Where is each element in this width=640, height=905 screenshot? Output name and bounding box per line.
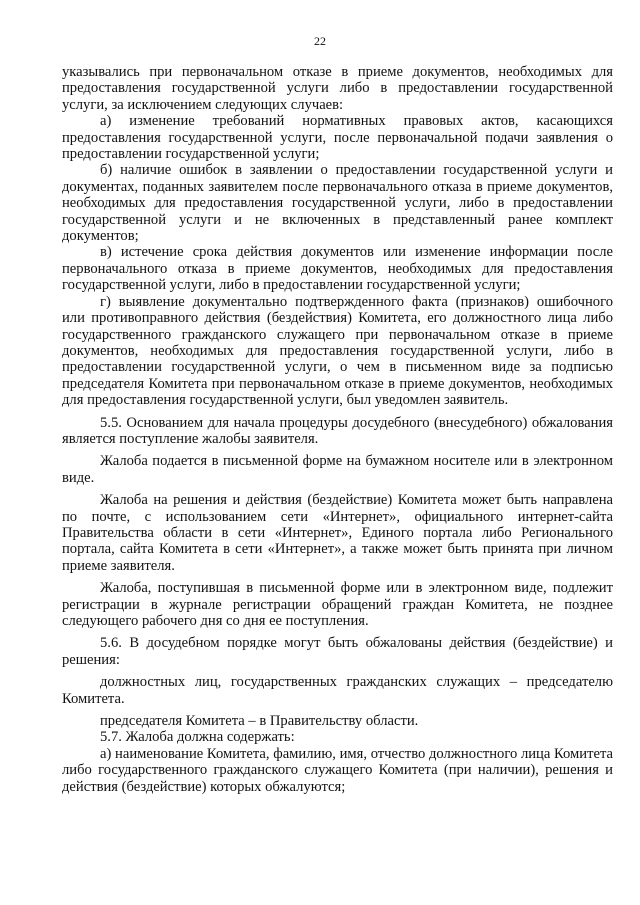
paragraph-item-a-2: а) наименование Комитета, фамилию, имя, отчество должностного лица Комитета либо государственного гражданского служащего Комитета (при наличии), решения и действия (бездействие) которых обжалуются; — [62, 745, 613, 795]
paragraph-item-v: в) истечение срока действия документов или изменение информации после первоначального отказа в приеме документов, необходимых для предоставления государственной услуги, либо в предоставлении государственной услуги; — [62, 244, 613, 294]
paragraph-item-a: а) изменение требований нормативных правовых актов, касающихся предоставления государственной услуги, после первоначальной подачи заявления о предоставлении государственной услуги; — [62, 113, 613, 163]
paragraph-section-5-5: 5.5. Основанием для начала процедуры досудебного (внесудебного) обжалования является поступление жалобы заявителя. — [62, 414, 613, 447]
paragraph-item-g: г) выявление документально подтвержденного факта (признаков) ошибочного или противоправного действия (бездействия) Комитета, его должностного лица либо государственного гражданского служащего при первоначальном отказе в приеме документов, необходимых для предоставления государственной услуги, либо в предоставлении государственной услуги, о чем в письменном виде за подписью председателя Комитета при первоначальном отказе в приеме документов, необходимых для предоставления государственной услуги, был уведомлен заявитель. — [62, 293, 613, 409]
paragraph-item-b: б) наличие ошибок в заявлении о предоставлении государственной услуги и документах, поданных заявителем после первоначального отказа в приеме документов, необходимых для предоставления государственной услуги, либо в предоставлении государственной услуги и не включенных в представленный ранее комплект документов; — [62, 162, 613, 245]
paragraph-complaint-channels: Жалоба на решения и действия (бездействие) Комитета может быть направлена по почте, с использованием сети «Интернет», официального интернет-сайта Правительства области в сети «Интернет», Единого портала либо Регионального портала, сайта Комитета в сети «Интернет», а также может быть принята при личном приеме заявителя. — [62, 492, 613, 574]
document-body — [62, 64, 613, 795]
paragraph-section-5-7: 5.7. Жалоба должна содержать: — [100, 729, 295, 746]
paragraph-complaint-registration: Жалоба, поступившая в письменной форме или в электронном виде, подлежит регистрации в журнале регистрации обращений граждан Комитета, не позднее следующего рабочего дня со дня ее поступления. — [62, 580, 613, 629]
paragraph-officials: должностных лиц, государственных гражданских служащих – председателю Комитета. — [62, 674, 613, 707]
paragraph-continuation: указывались при первоначальном отказе в приеме документов, необходимых для предоставления государственной услуги либо в предоставлении государственной услуги, за исключением следующих случаев: — [62, 64, 613, 113]
paragraph-section-5-6: 5.6. В досудебном порядке могут быть обжалованы действия (бездействие) и решения: — [62, 635, 613, 668]
paragraph-chairman: председателя Комитета – в Правительству области. — [100, 713, 419, 730]
paragraph-complaint-form: Жалоба подается в письменной форме на бумажном носителе или в электронном виде. — [62, 453, 613, 486]
page-number: 22 — [314, 34, 326, 48]
